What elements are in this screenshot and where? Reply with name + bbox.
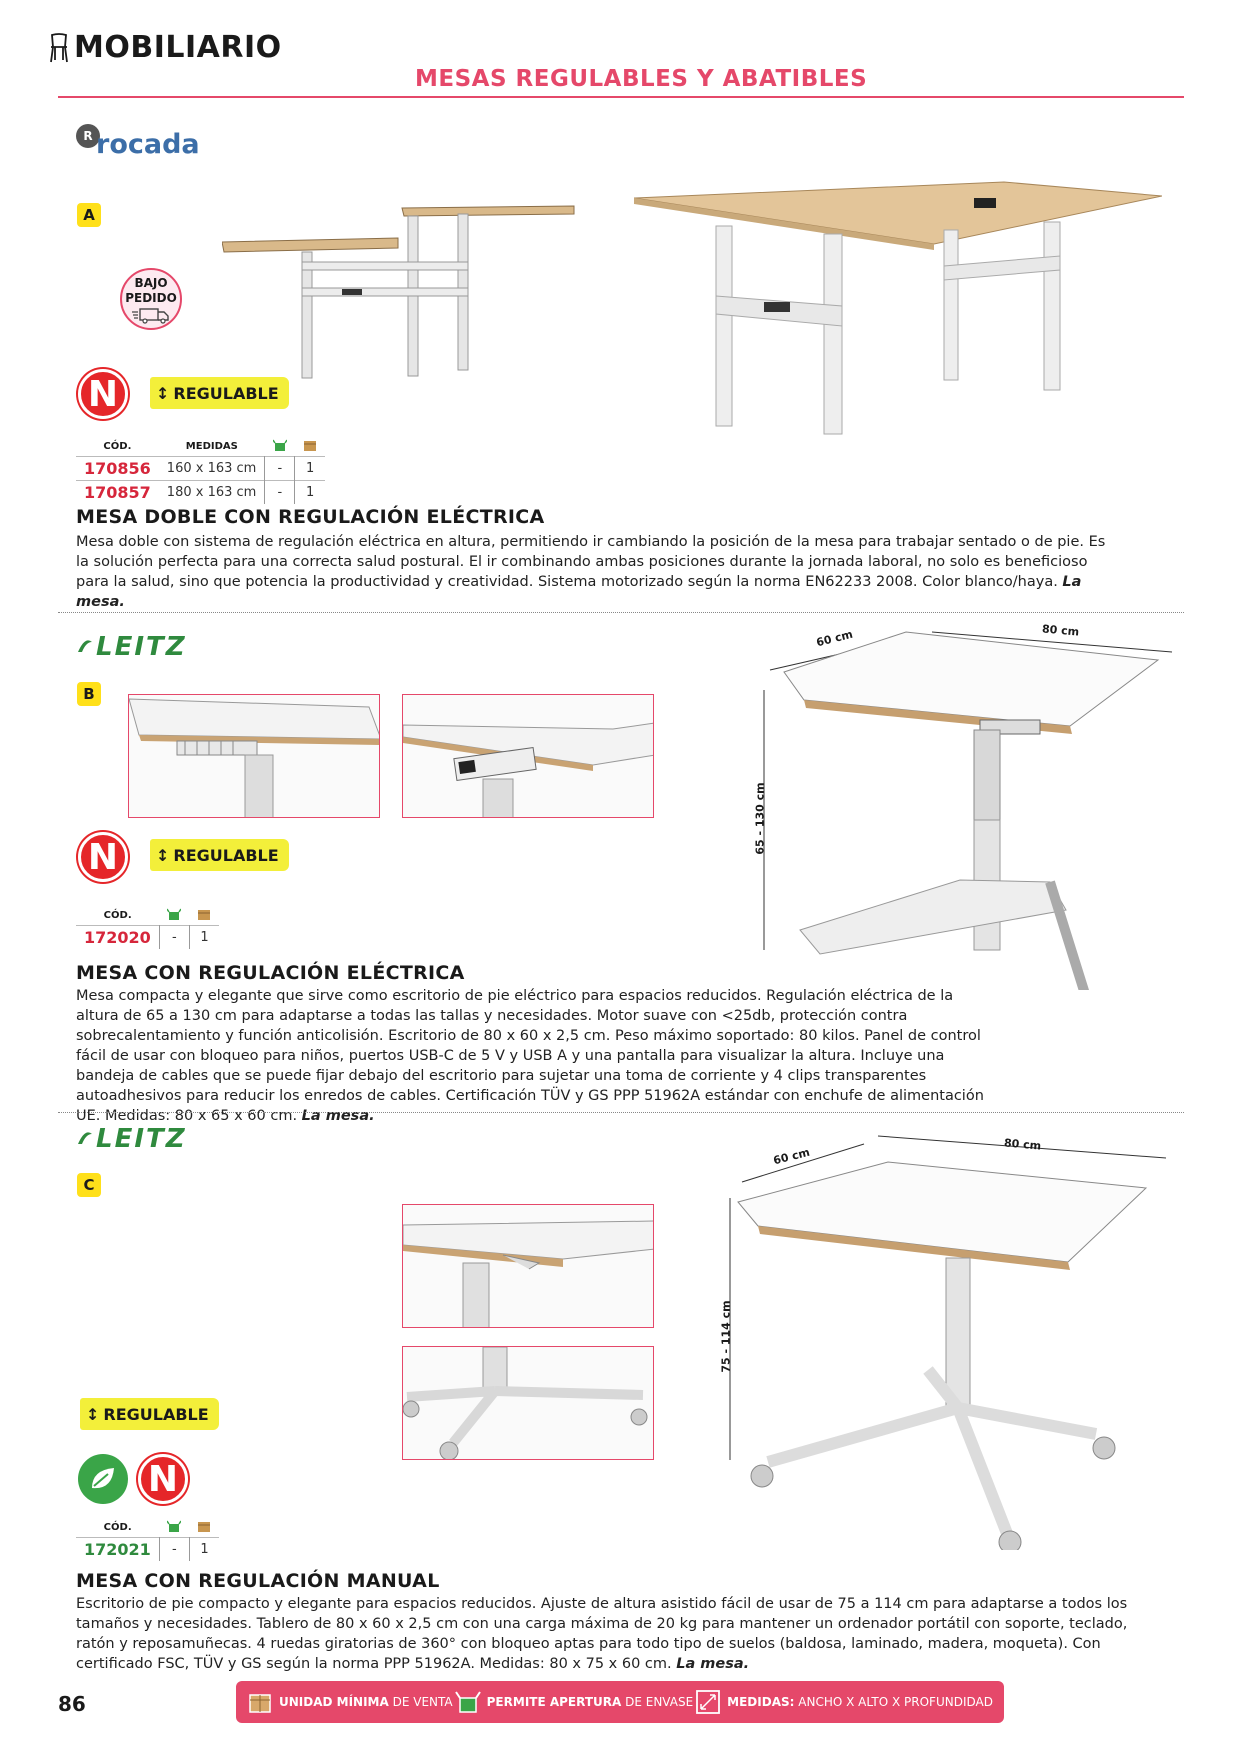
legend-rest: DE ENVASE xyxy=(625,1695,694,1709)
new-badge: N xyxy=(78,832,128,882)
legend-rest: ANCHO X ALTO X PROFUNDIDAD xyxy=(798,1695,993,1709)
regulable-label: REGULABLE xyxy=(103,1404,209,1424)
height-lever-detail-image xyxy=(402,1204,654,1328)
th-size: MEDIDAS xyxy=(185,441,238,452)
open-box-icon xyxy=(455,1689,481,1715)
table-row xyxy=(76,481,325,505)
rocada-mark: R xyxy=(76,124,100,148)
section-rule xyxy=(58,96,1184,98)
leitz-swirl-icon xyxy=(76,638,94,656)
legend-bold: MEDIDAS: xyxy=(727,1695,795,1709)
box-icon xyxy=(197,908,211,920)
open-box-icon xyxy=(167,1520,181,1532)
th-open xyxy=(159,1518,189,1538)
leitz-wordmark: LEITZ xyxy=(96,1124,187,1154)
measure-icon xyxy=(695,1689,721,1715)
product-code: 170856 xyxy=(76,457,159,481)
product-code: 172020 xyxy=(76,926,159,950)
divider xyxy=(58,1112,1184,1113)
box-icon xyxy=(197,1520,211,1532)
bajo-pedido-badge xyxy=(120,268,182,330)
dim-height-b: 65 - 130 cm xyxy=(753,782,767,855)
open-box-icon xyxy=(167,908,181,920)
open-flag: - xyxy=(265,457,295,481)
th-code: CÓD. xyxy=(103,441,132,452)
product-size: 160 x 163 cm xyxy=(159,457,265,481)
eco-badge xyxy=(78,1454,128,1504)
divider xyxy=(58,612,1184,613)
double-desk-small-image xyxy=(222,200,582,385)
manual-desk-image xyxy=(718,1130,1176,1550)
dim-width-b: 80 cm xyxy=(1041,622,1080,639)
product-code: 172021 xyxy=(76,1538,159,1562)
section-title: MESAS REGULABLES Y ABATIBLES xyxy=(415,66,868,92)
product-size: 180 x 163 cm xyxy=(159,481,265,505)
leitz-logo xyxy=(76,632,187,662)
product-letter-c: C xyxy=(77,1173,101,1197)
regulable-badge xyxy=(80,1398,219,1430)
category-label: MOBILIARIO xyxy=(74,30,282,65)
th-code: CÓD. xyxy=(103,1522,132,1533)
bajo-pedido-line2: PEDIDO xyxy=(125,291,177,305)
leitz-logo xyxy=(76,1124,187,1154)
legend-open-box xyxy=(455,1689,694,1715)
table-row xyxy=(76,457,325,481)
spec-table-a xyxy=(76,437,325,504)
regulable-label: REGULABLE xyxy=(173,383,279,403)
open-flag: - xyxy=(159,926,189,950)
product-desc-c xyxy=(76,1594,1156,1674)
table-row xyxy=(76,926,219,950)
product-desc-b xyxy=(76,986,996,1126)
regulable-badge xyxy=(150,839,289,871)
caster-base-detail-image xyxy=(402,1346,654,1460)
dim-width-c: 80 cm xyxy=(1003,1136,1042,1153)
product-desc-suffix: La mesa. xyxy=(76,574,1082,610)
min-units: 1 xyxy=(189,1538,219,1562)
th-open xyxy=(159,906,189,926)
chair-icon xyxy=(48,33,70,63)
legend-bold: UNIDAD MÍNIMA xyxy=(279,1695,389,1709)
product-title-c: MESA CON REGULACIÓN MANUAL xyxy=(76,1570,440,1592)
bajo-pedido-line1: BAJO xyxy=(134,276,168,290)
double-desk-large-image xyxy=(634,176,1162,438)
cable-tray-detail-image xyxy=(128,694,380,818)
category-title xyxy=(48,30,282,65)
rocada-logo xyxy=(76,124,200,160)
legend-min-unit xyxy=(247,1689,453,1715)
leitz-swirl-icon xyxy=(76,1130,94,1148)
delivery-truck-icon xyxy=(131,306,171,324)
product-letter-b: B xyxy=(77,682,101,706)
product-title-a: MESA DOBLE CON REGULACIÓN ELÉCTRICA xyxy=(76,506,545,528)
rocada-wordmark: rocada xyxy=(96,129,200,160)
min-units: 1 xyxy=(295,481,325,505)
th-open xyxy=(265,437,295,457)
product-desc-text: Mesa compacta y elegante que sirve como escritorio de pie eléctrico para espacios reducidos. Regulación eléctrica de la altura de 65 a 130 cm para adaptarse a todas las tallas y necesidades. Motor suave con <25db, protección contra sobrecalentamiento y función anticolisión. Escritorio de 80 x 60 x 2,5 cm. Peso máximo soportado: 80 kilos. Panel de control fácil de usar con bloqueo para niños, puertos USB-C de 5 V y USB A y una pantalla para visualizar la altura. Incluye una bandeja de cables que se puede fijar debajo del escritorio para sujetar una toma de corriente y 4 clips transparentes autoadhesivos para reducir los enredos de cables. Certificación TÜV y GS PPP 51962A estándar con enchufe de alimentación UE. Medidas: 80 x 65 x 60 cm. xyxy=(76,988,984,1124)
updown-arrow-icon: ↕ xyxy=(156,845,170,865)
new-badge: N xyxy=(78,369,128,419)
updown-arrow-icon: ↕ xyxy=(86,1404,100,1424)
th-units xyxy=(189,1518,219,1538)
leitz-wordmark: LEITZ xyxy=(96,632,187,662)
box-icon xyxy=(247,1689,273,1715)
new-badge: N xyxy=(138,1454,188,1504)
control-panel-detail-image xyxy=(402,694,654,818)
product-desc-suffix: La mesa. xyxy=(676,1656,750,1672)
product-desc-text: Mesa doble con sistema de regulación eléctrica en altura, permitiendo ir cambiando la posición de la mesa para trabajar sentado o de pie. Es la solución perfecta para una correcta salud postural. El ir combinando ambas posiciones durante la jornada laboral, no solo es beneficioso para la salud, sino que potencia la productividad y creatividad. Sistema motorizado según la norma EN62233 2008. Color blanco/haya. xyxy=(76,534,1106,590)
product-desc-text: Escritorio de pie compacto y elegante para espacios reducidos. Ajuste de altura asistido fácil de usar de 75 a 114 cm para adaptarse a todos los tamaños y necesidades. Tablero de 80 x 60 x 2,5 cm con una carga máxima de 20 kg para mantener un ordenador portátil con soporte, teclado, ratón y reposamuñecas. 4 ruedas giratorias de 360° con bloqueo aptas para todo tipo de suelos (baldosa, laminado, madera, moqueta). Con certificado FSC, TÜV y GS según la norma PPP 51962A. Medidas: 80 x 75 x 60 cm. xyxy=(76,1596,1128,1672)
box-icon xyxy=(303,439,317,451)
product-letter-a: A xyxy=(77,203,101,227)
legend-bold: PERMITE APERTURA xyxy=(486,1695,622,1709)
spec-table-b xyxy=(76,906,219,949)
th-units xyxy=(189,906,219,926)
updown-arrow-icon: ↕ xyxy=(156,383,170,403)
regulable-label: REGULABLE xyxy=(173,845,279,865)
dim-depth-b: 60 cm xyxy=(814,627,855,650)
th-code: CÓD. xyxy=(103,910,132,921)
open-flag: - xyxy=(159,1538,189,1562)
min-units: 1 xyxy=(295,457,325,481)
open-flag: - xyxy=(265,481,295,505)
product-code: 170857 xyxy=(76,481,159,505)
electric-desk-image xyxy=(760,620,1180,990)
page-number: 86 xyxy=(58,1692,86,1716)
spec-table-c xyxy=(76,1518,219,1561)
min-units: 1 xyxy=(189,926,219,950)
th-units xyxy=(295,437,325,457)
table-row xyxy=(76,1538,219,1562)
leaf-icon xyxy=(88,1464,118,1494)
product-desc-a xyxy=(76,532,1116,612)
product-title-b: MESA CON REGULACIÓN ELÉCTRICA xyxy=(76,962,465,984)
dim-depth-c: 60 cm xyxy=(771,1145,812,1168)
open-box-icon xyxy=(273,439,287,451)
legend-measures xyxy=(695,1689,993,1715)
legend-bar xyxy=(236,1681,1004,1723)
product-desc-suffix: La mesa. xyxy=(301,1108,375,1124)
dim-height-c: 75 - 114 cm xyxy=(719,1300,733,1373)
legend-rest: DE VENTA xyxy=(392,1695,453,1709)
